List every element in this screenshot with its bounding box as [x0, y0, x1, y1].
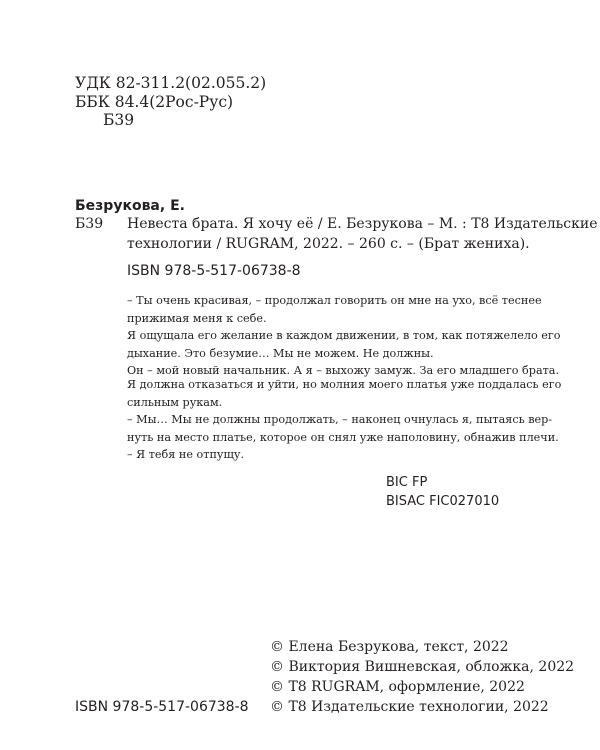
annotation-line: Я должна отказаться и уйти, но молния моего платья уже поддалась его: [127, 378, 562, 391]
bbk-code: ББК 84.4(2Рос-Рус): [75, 92, 234, 111]
bisac-code: BISAC FIC027010: [386, 494, 500, 509]
description-line: технологии / RUGRAM, 2022. – 260 с. – (Брат жениха).: [127, 236, 530, 252]
annotation-line: сильным рукам.: [127, 395, 223, 409]
isbn-footer: ISBN 978-5-517-06738-8: [75, 699, 249, 715]
author-name: Безрукова, Е.: [75, 198, 185, 214]
annotation-line: – Я тебя не отпущу.: [127, 448, 245, 461]
annotation-line: Он – мой новый начальник. А я – выхожу замуж. За его младшего брата.: [127, 364, 560, 377]
annotation-line: прижимая меня к себе.: [127, 311, 267, 325]
copyright-block: [270, 637, 574, 717]
copyright-line: © Виктория Вишневская, обложка, 2022: [270, 659, 575, 675]
annotation-line: дыхание. Это безумие… Мы не можем. Не должны.: [127, 346, 434, 360]
annotation-paragraph-1: [127, 292, 561, 380]
isbn-main: ISBN 978-5-517-06738-8: [127, 263, 301, 279]
annotation-paragraph-2: [127, 376, 562, 464]
copyright-line: © Т8 RUGRAM, оформление, 2022: [270, 679, 525, 695]
subject-codes: [386, 473, 499, 511]
annotation-line: – Мы… Мы не должны продолжать, – наконец очнулась я, пытаясь вер-: [127, 413, 553, 426]
bibliographic-description: [127, 214, 597, 254]
udk-code: УДК 82-311.2(02.055.2): [75, 74, 267, 92]
author-mark: Б39: [103, 111, 135, 129]
bibliographic-code: Б39: [75, 216, 104, 232]
annotation-line: нуть на место платье, которое он снял уже наполовину, обнажив плечи.: [127, 430, 559, 444]
annotation-line: Я ощущала его желание в каждом движении, в том, как потяжелело его: [127, 329, 561, 342]
description-line: Невеста брата. Я хочу её / Е. Безрукова – М. : Т8 Издательские: [127, 216, 598, 232]
copyright-line: © Т8 Издательские технологии, 2022: [270, 699, 549, 715]
annotation-line: – Ты очень красивая, – продолжал говорить он мне на ухо, всё теснее: [127, 294, 542, 307]
classification-block: [75, 74, 266, 130]
bic-code: BIC FP: [386, 475, 428, 490]
copyright-line: © Елена Безрукова, текст, 2022: [270, 639, 509, 655]
